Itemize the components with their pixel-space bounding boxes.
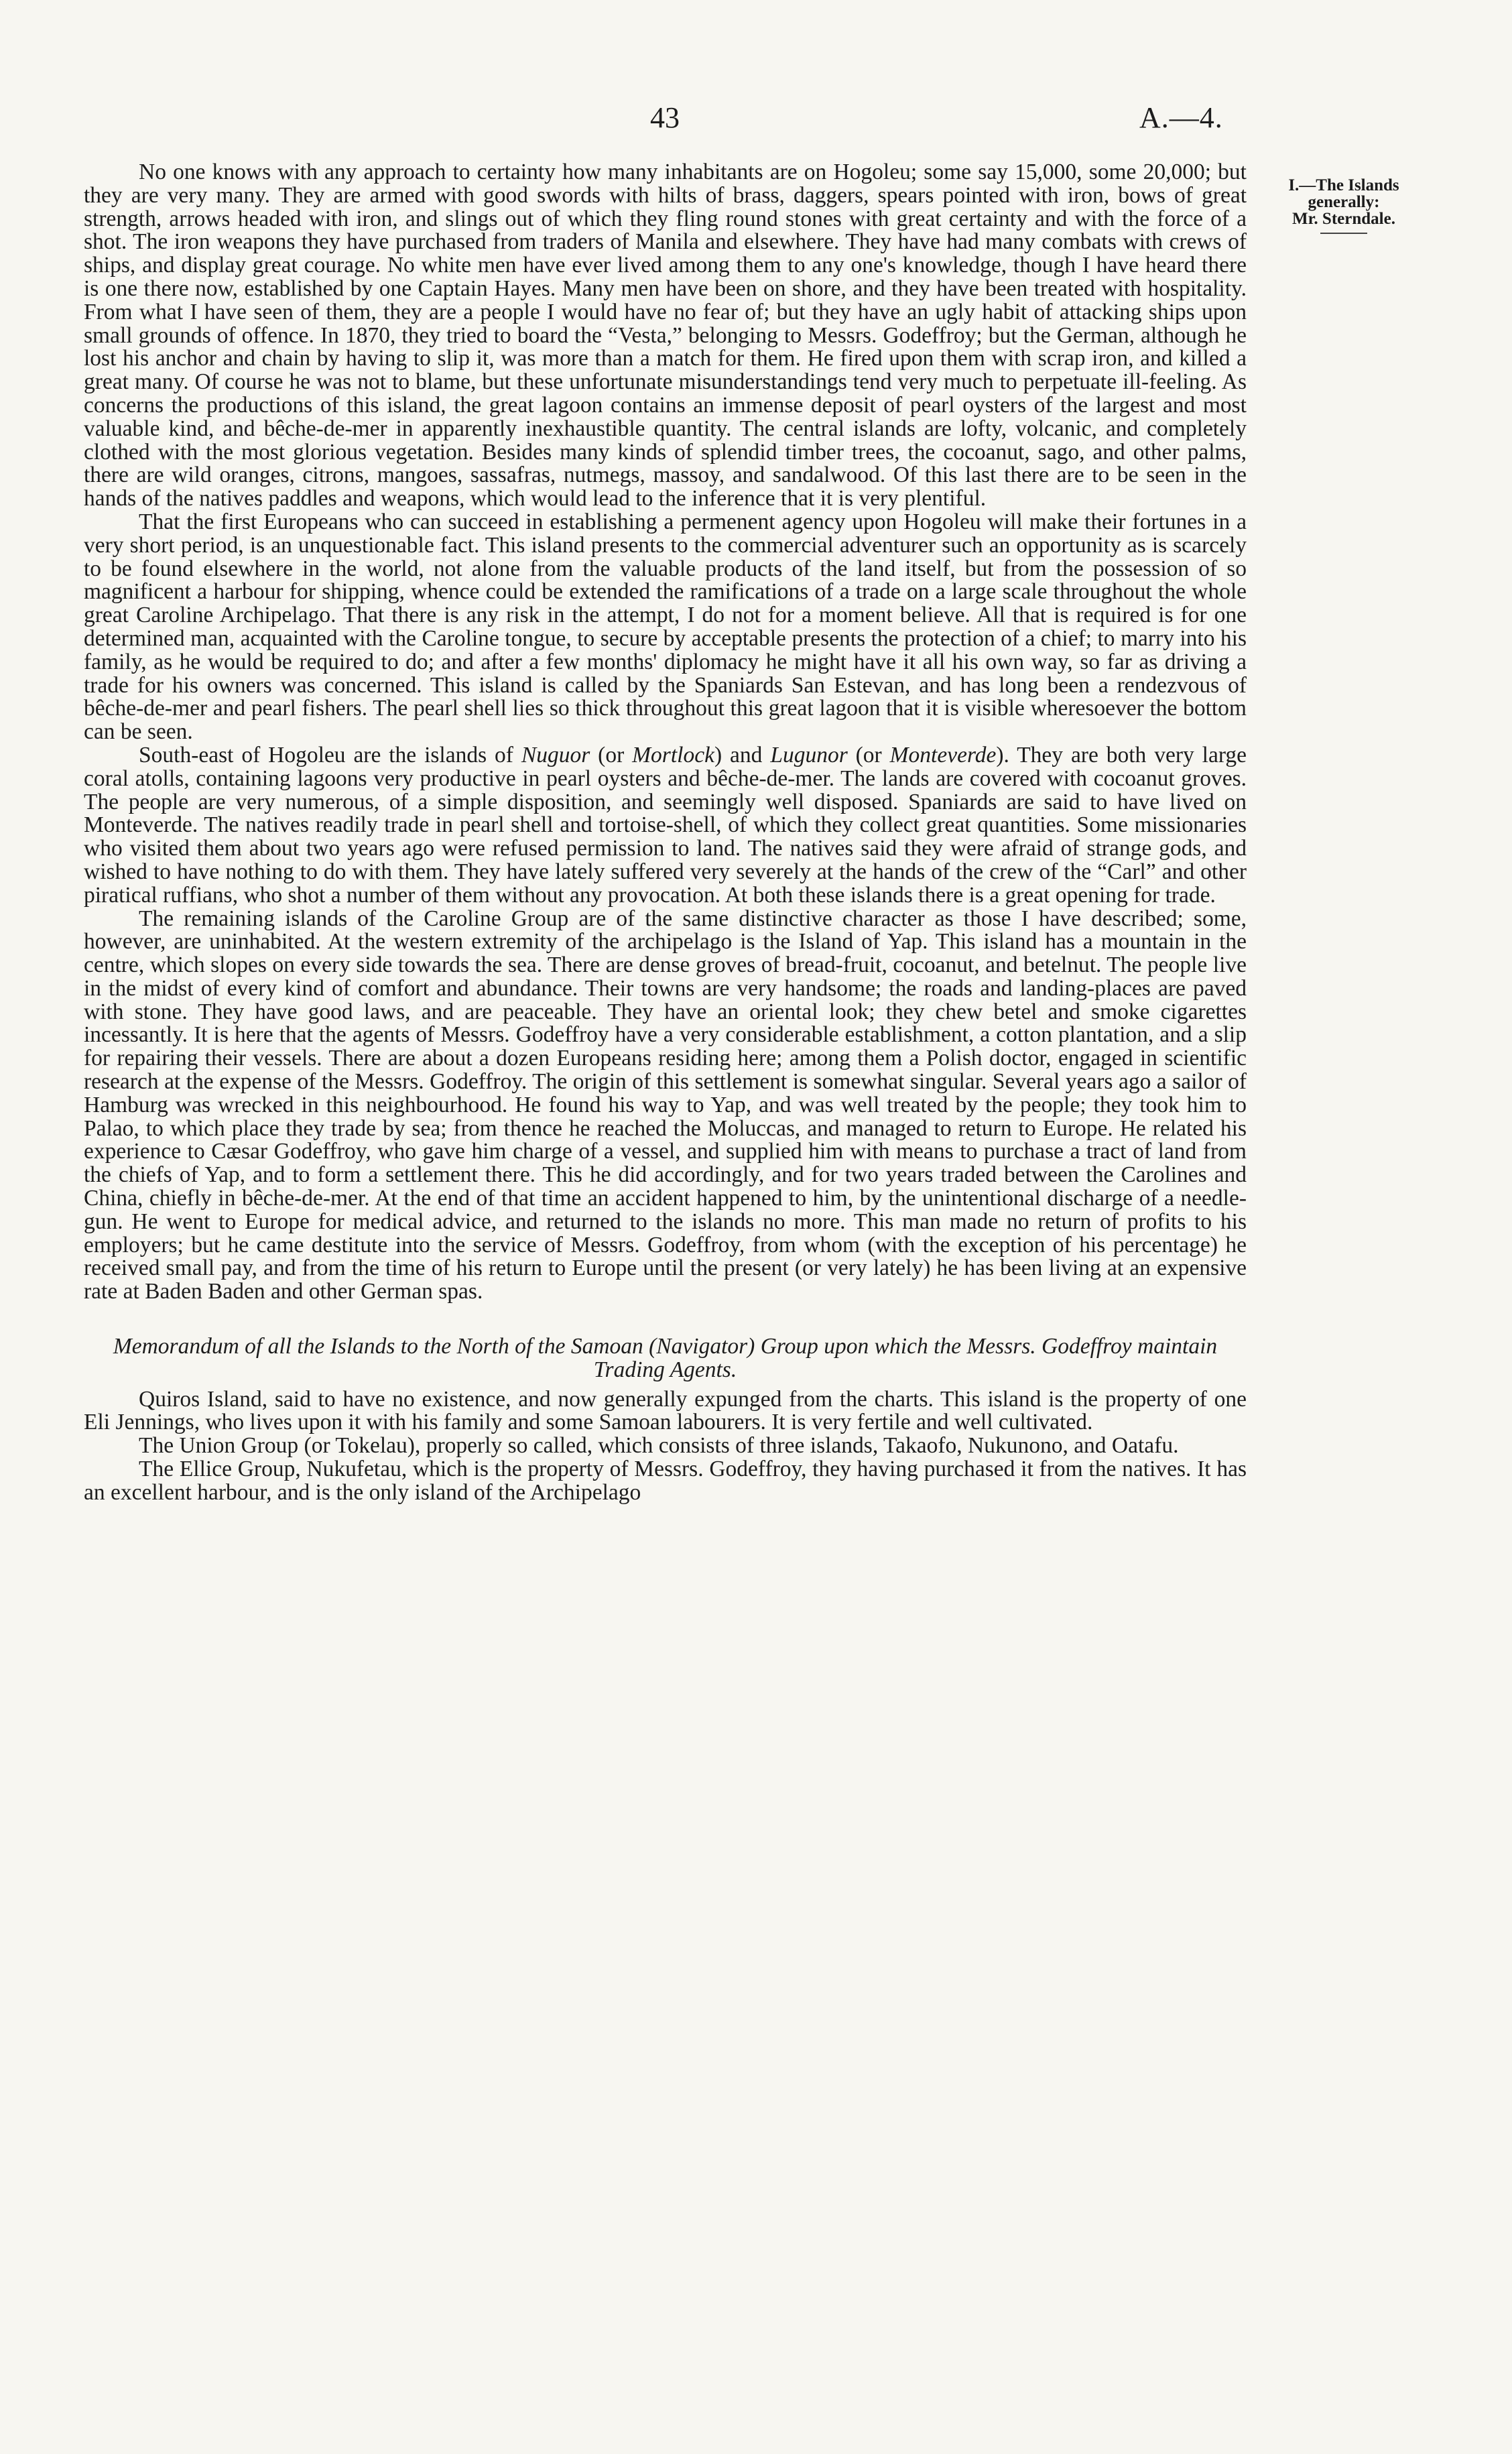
page-number: 43: [650, 101, 680, 134]
body-text: [84, 161, 1247, 1505]
memorandum-heading: Memorandum of all the Islands to the North of the Samoan (Navigator) Group upon which the Messrs. Godeffroy maintain Trading Agents.: [113, 1334, 1218, 1382]
margin-note-line-1: I.—The Islands: [1288, 176, 1399, 194]
page-reference: A.—4.: [1139, 101, 1223, 134]
margin-note: [1260, 177, 1428, 234]
p3-rest: ). They are both very large coral atolls, containing lagoons very productive in pearl oysters and bêche-de-mer. The lands are covered with cocoanut groves. The people are very numerous, of a simple disposition, and seemingly well disposed. Spaniards are said to have lived on Monteverde. The natives readily trade in pearl shell and tortoise-shell, of which they collect great quantities. Some missionaries who visited them about two years ago were refused permission to land. The natives said they were afraid of strange gods, and wished to have nothing to do with them. They have lately suffered very severely at the hands of the crew of the “Carl” and other piratical ruffians, who shot a number of them without any provocation. At both these islands there is a great opening for trade.: [84, 742, 1247, 908]
p3-intro: South-east of Hogoleu are the islands of: [139, 742, 521, 768]
paragraph-nuguor-lugunor: [84, 744, 1247, 908]
paragraph-hogoleu-inhabitants: No one knows with any approach to certainty how many inhabitants are on Hogoleu; some say 15,000, some 20,000; but they are very many. They are armed with good swords with hilts of brass, daggers, spears pointed with iron, bows of great strength, arrows headed with iron, and slings out of which they fling round stones with great certainty and with the force of a shot. The iron weapons they have purchased from traders of Manila and elsewhere. They have had many combats with crews of ships, and display great courage. No white men have ever lived among them to any one's knowledge, though I have heard there is one there now, established by one Captain Hayes. Many men have been on shore, and they have been treated with hospitality. From what I have seen of them, they are a people I would have no fear of; but they have an ugly habit of attacking ships upon small grounds of offence. In 1870, they tried to board the “Vesta,” belonging to Messrs. Godeffroy; but the German, although he lost his anchor and chain by having to slip it, was more than a match for them. He fired upon them with scrap iron, and killed a great many. Of course he was not to blame, but these unfortunate misunderstandings tend very much to perpetuate ill-feeling. As concerns the productions of this island, the great lagoon contains an immense deposit of pearl oysters of the largest and most valuable kind, and bêche-de-mer in apparently inexhaustible quantity. The central islands are lofty, volcanic, and completely clothed with the most glorious vegetation. Besides many kinds of splendid timber trees, the cocoanut, sago, and other palms, there are wild oranges, citrons, mangoes, sassafras, nutmegs, massoy, and sandalwood. Of this last there are to be seen in the hands of the natives paddles and weapons, which would lead to the inference that it is very plentiful.: [84, 160, 1247, 511]
island-nuguor: Nuguor: [521, 742, 590, 768]
p3-or-2: (or: [847, 742, 890, 768]
margin-note-line-3: Mr. Sterndale.: [1292, 210, 1395, 228]
paragraph-quiros: Quiros Island, said to have no existence, and now generally expunged from the charts. This island is the property of one Eli Jennings, who lives upon it with his family and some Samoan labourers. It is very fertile and well cultivated.: [84, 1386, 1247, 1435]
island-monteverde: Monteverde: [889, 742, 997, 768]
margin-note-rule: [1320, 233, 1367, 234]
p3-or-1: (or: [590, 742, 633, 768]
margin-note-line-2: generally:: [1308, 193, 1380, 211]
p3-and: ) and: [714, 742, 771, 768]
paragraph-union-group: The Union Group (or Tokelau), properly so called, which consists of three islands, Takaofo, Nukunono, and Oatafu.: [139, 1433, 1179, 1459]
paragraph-yap: The remaining islands of the Caroline Group are of the same distinctive character as those I have described; some, however, are uninhabited. At the western extremity of the archipelago is the Island of Yap. This island has a mountain in the centre, which slopes on every side towards the sea. There are dense groves of bread-fruit, cocoanut, and betelnut. The people live in the midst of every kind of comfort and abundance. Their towns are very handsome; the roads and landing-places are paved with stone. They have good laws, and are peaceable. They have an oriental look; they chew betel and smoke cigarettes incessantly. It is here that the agents of Messrs. Godeffroy have a very considerable establishment, a cotton plantation, and a slip for repairing their vessels. There are about a dozen Europeans residing here; among them a Polish doctor, engaged in scientific research at the expense of the Messrs. Godeffroy. The origin of this settlement is somewhat singular. Several years ago a sailor of Hamburg was wrecked in this neighbourhood. He found his way to Yap, and was well treated by the people; they took him to Palao, to which place they trade by sea; from thence he reached the Moluccas, and managed to return to Europe. He related his experience to Cæsar Godeffroy, who gave him charge of a vessel, and supplied him with means to purchase a tract of land from the chiefs of Yap, and to form a settlement there. This he did accordingly, and for two years traded between the Carolines and China, chiefly in bêche-de-mer. At the end of that time an accident happened to him, by the unintentional discharge of a needle-gun. He went to Europe for medical advice, and returned to the islands no more. This man made no return of profits to his employers; but he came destitute into the service of Messrs. Godeffroy, from whom (with the exception of his percentage) he received small pay, and from the time of his return to Europe until the present (or very lately) he has been living at an expensive rate at Baden Baden and other German spas.: [84, 906, 1247, 1304]
paragraph-hogoleu-agency: That the first Europeans who can succeed in establishing a permenent agency upon Hogoleu will make their fortunes in a very short period, is an unquestionable fact. This island presents to the commercial adventurer such an opportunity as is scarcely to be found elsewhere in the world, not alone from the valuable products of the land itself, but from the possession of so magnificent a harbour for shipping, whence could be extended the ramifications of a trade on a large scale throughout the whole great Caroline Archipelago. That there is any risk in the attempt, I do not for a moment believe. All that is required is for one determined man, acquainted with the Caroline tongue, to secure by acceptable presents the protection of a chief; to marry into his family, as he would be required to do; and after a few months' diplomacy he might have it all his own way, so far as driving a trade for his owners was concerned. This island is called by the Spaniards San Estevan, and has long been a rendezvous of bêche-de-mer and pearl fishers. The pearl shell lies so thick throughout this great lagoon that it is visible wheresoever the bottom can be seen.: [84, 509, 1247, 745]
paragraph-ellice-group: The Ellice Group, Nukufetau, which is the property of Messrs. Godeffroy, they having purchased it from the natives. It has an excellent harbour, and is the only island of the Archipelago: [84, 1457, 1247, 1505]
island-lugunor: Lugunor: [770, 742, 848, 768]
island-mortlock: Mortlock: [632, 742, 714, 768]
